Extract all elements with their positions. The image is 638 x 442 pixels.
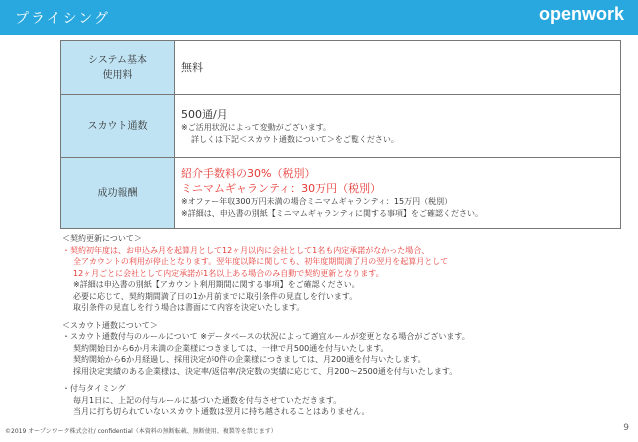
success-fee-minimum: ミニマムギャランティ：30万円（税別） <box>181 182 382 195</box>
label-system-fee <box>61 41 175 95</box>
scout-line-2: 契約開始日から6か月未満の企業様につきましては、一律で月500通を付与いたします。 <box>73 343 389 353</box>
header-bar <box>0 0 638 35</box>
scout-line-1: ・スカウト通数付与のルールについて ※データベースの状況によって適宜ルールが変更となる場合がございます。 <box>62 332 470 341</box>
scout-line-3: 契約開始から6か月経過し、採用決定が0件の企業様につきましては、月200通を付与いたします。 <box>73 355 426 364</box>
value-system-fee <box>175 41 621 95</box>
renewal-line-6: 取引条件の見直しを行う場合は書面にて内容を決定いたします。 <box>73 303 305 312</box>
value-success-fee <box>175 158 621 229</box>
success-fee-rate: 紹介手数料の30%（税別） <box>181 167 316 180</box>
value-scout-count <box>175 95 621 158</box>
row-scout-count <box>61 95 621 158</box>
success-fee-note-1: ※オファー年収300万円未満の場合ミニマムギャランティ：15万円（税別） <box>181 197 453 206</box>
row-success-fee <box>61 158 621 229</box>
scout-count-note-detail: 詳しくは下記＜スカウト通数について＞をご覧ください。 <box>191 134 399 144</box>
footer-copyright: ©2019 オープンワーク株式会社/ confidential（本資料の無断転載、無断使用、複製等を禁じます） <box>5 428 277 435</box>
timing-line-1: ・付与タイミング <box>62 384 126 393</box>
renewal-heading: ＜契約更新について＞ <box>62 234 142 243</box>
scout-count-note: ※ご活用状況によって変動がございます。 <box>181 122 332 132</box>
scout-line-4: 採用決定実績のある企業様は、決定率/返信率/決定数の実績に応じて、月200〜2500通を付与いたします。 <box>73 366 458 376</box>
pricing-table <box>60 40 621 229</box>
success-fee-note-2: ※詳細は、申込書の別紙【ミニマムギャランティに関する事項】をご確認ください。 <box>181 209 484 218</box>
page-title: プライシング <box>15 11 110 27</box>
renewal-line-1: ・契約初年度は、お申込み月を起算月として12ヶ月以内に会社として1名も内定承諾がなかった場合、 <box>62 245 430 255</box>
timing-line-2: 毎月1日に、上記の付与ルールに基づいた通数を付与させていただきます。 <box>73 395 342 405</box>
renewal-line-5: 必要に応じて、契約期間満了日の1か月前までに取引条件の見直しを行います。 <box>73 291 358 301</box>
scout-count-value: 500通/月 <box>181 107 228 121</box>
renewal-line-3: 12ヶ月ごとに会社として内定承諾が1名以上ある場合のみ自動で契約更新となります。 <box>73 268 384 278</box>
timing-line-3: 当月に打ち切られていないスカウト通数は翌月に持ち越されることはありません。 <box>73 407 370 416</box>
label-success-fee: 成功報酬 <box>61 158 175 229</box>
notes-section <box>62 233 627 418</box>
label-system-fee-line1: システム基本 <box>88 54 147 66</box>
row-system-fee <box>61 41 621 95</box>
page-number: 9 <box>623 423 629 433</box>
system-fee-value: 無料 <box>181 61 203 74</box>
openwork-logo: openwork <box>538 4 624 24</box>
label-system-fee-line2: 使用料 <box>102 69 133 81</box>
label-scout-count: スカウト通数 <box>61 95 175 158</box>
renewal-line-4: ※詳細は申込書の別紙【アカウント利用期間に関する事項】をご確認ください。 <box>73 280 360 289</box>
renewal-line-2: 全アカウントの利用が停止となります。翌年度以降に関しても、初年度期間満了月の翌月を起算月として <box>73 257 449 266</box>
scout-heading: ＜スカウト通数について＞ <box>62 320 158 330</box>
